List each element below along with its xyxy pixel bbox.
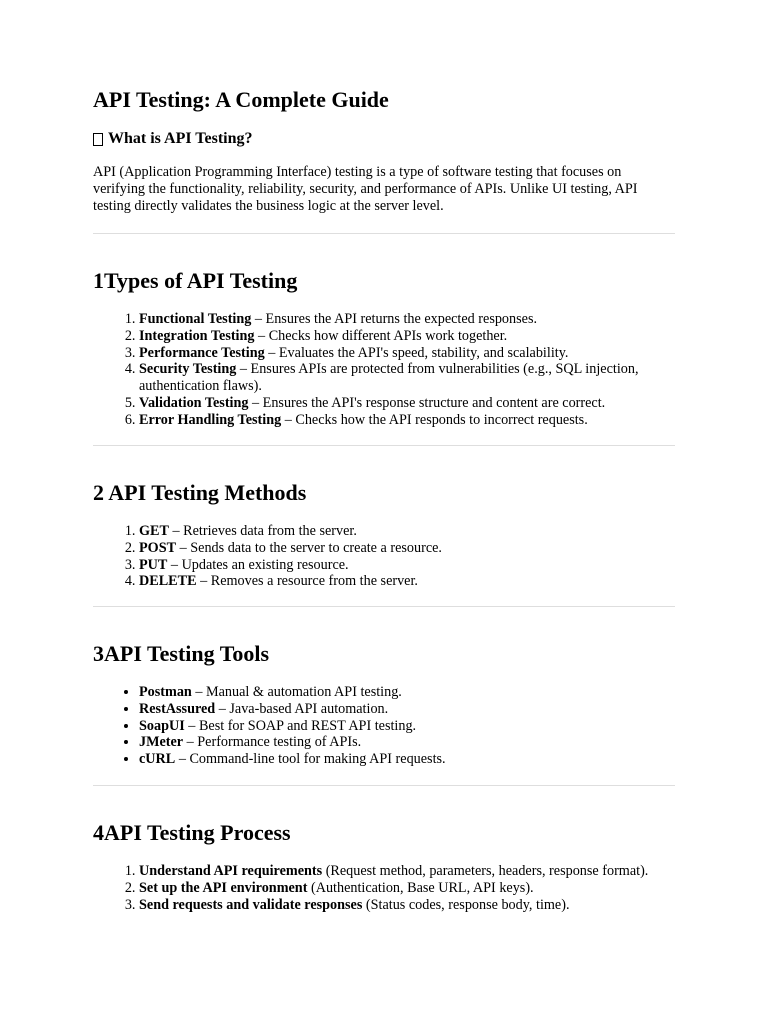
what-is-heading-text: What is API Testing? (108, 130, 253, 147)
list-item-term: Validation Testing (139, 394, 249, 411)
list-item-desc: – Updates an existing resource. (167, 556, 349, 573)
list-item-desc: – Java-based API automation. (215, 700, 389, 717)
list-item-term: Postman (139, 684, 192, 700)
list-item (139, 395, 675, 412)
list-item (139, 863, 675, 880)
missing-glyph-icon (93, 133, 103, 146)
list-item-term: DELETE (139, 573, 197, 590)
list-item (139, 718, 675, 735)
list-item-desc: – Retrieves data from the server. (168, 523, 357, 539)
process-heading: 4API Testing Process (93, 820, 291, 845)
list-item-term: Error Handling Testing (139, 411, 282, 428)
list-item (139, 557, 675, 574)
list-item-desc: – Best for SOAP and REST API testing. (184, 717, 417, 734)
list-item-term: JMeter (139, 734, 184, 751)
what-is-heading (93, 128, 675, 150)
list-item (139, 897, 675, 914)
types-section (93, 265, 675, 429)
list-item (139, 684, 675, 701)
list-item (139, 311, 675, 328)
divider-2 (93, 445, 675, 446)
list-item-desc: (Authentication, Base URL, API keys). (307, 879, 534, 896)
list-item-desc: – Manual & automation API testing. (191, 684, 402, 700)
list-item (139, 751, 675, 768)
list-item-term: Set up the API environment (139, 879, 308, 896)
tools-heading: 3API Testing Tools (93, 641, 270, 666)
list-item (139, 412, 675, 429)
list-item (139, 734, 675, 751)
intro-section (93, 84, 675, 215)
methods-section (93, 477, 675, 590)
list-item-term: cURL (139, 751, 176, 768)
list-item-desc: – Ensures the API's response structure and content are correct. (248, 394, 606, 411)
tools-section (93, 638, 675, 768)
process-section (93, 817, 675, 913)
process-list (93, 863, 675, 913)
list-item-term: GET (139, 523, 169, 539)
list-item-desc: – Performance testing of APIs. (183, 734, 362, 751)
list-item-desc: (Request method, parameters, headers, response format). (322, 863, 649, 879)
list-item-term: Understand API requirements (139, 863, 323, 879)
list-item-term: Integration Testing (139, 327, 255, 344)
tools-list (93, 684, 675, 768)
divider-4 (93, 785, 675, 786)
list-item-term: RestAssured (139, 700, 216, 717)
list-item-desc: (Status codes, response body, time). (362, 896, 570, 913)
list-item-desc: – Command-line tool for making API requests. (175, 751, 446, 768)
list-item-term: POST (139, 539, 177, 556)
list-item-term: SoapUI (139, 717, 185, 734)
list-item-term: Performance Testing (139, 344, 265, 361)
list-item-term: Security Testing (139, 361, 237, 378)
list-item (139, 880, 675, 897)
list-item-desc: – Checks how different APIs work together. (254, 327, 508, 344)
list-item-term: Functional Testing (139, 311, 252, 327)
divider-1 (93, 233, 675, 234)
list-item (139, 361, 675, 395)
list-item-desc: – Ensures APIs are protected from vulnerabilities (e.g., SQL injection, authentication flaws). (139, 361, 639, 395)
list-item-desc: – Sends data to the server to create a resource. (176, 539, 442, 556)
types-heading: 1Types of API Testing (93, 268, 298, 293)
list-item (139, 345, 675, 362)
page-title: API Testing: A Complete Guide (93, 87, 389, 112)
divider-3 (93, 606, 675, 607)
list-item (139, 328, 675, 345)
list-item (139, 523, 675, 540)
list-item-term: PUT (139, 556, 168, 573)
list-item (139, 701, 675, 718)
list-item (139, 573, 675, 590)
list-item-desc: – Evaluates the API's speed, stability, and scalability. (264, 344, 569, 361)
what-is-body: API (Application Programming Interface) testing is a type of software testing that focuses on verifying the functionality, reliability, security, and performance of APIs. Unlike UI testing, API testing directly validates the business logic at the server level. (93, 164, 638, 214)
types-list (93, 311, 675, 429)
methods-heading: 2 API Testing Methods (93, 480, 307, 505)
list-item-term: Send requests and validate responses (139, 896, 363, 913)
list-item (139, 540, 675, 557)
list-item-desc: – Removes a resource from the server. (196, 573, 418, 590)
list-item-desc: – Ensures the API returns the expected responses. (251, 311, 538, 327)
list-item-desc: – Checks how the API responds to incorrect requests. (281, 411, 588, 428)
methods-list (93, 523, 675, 590)
